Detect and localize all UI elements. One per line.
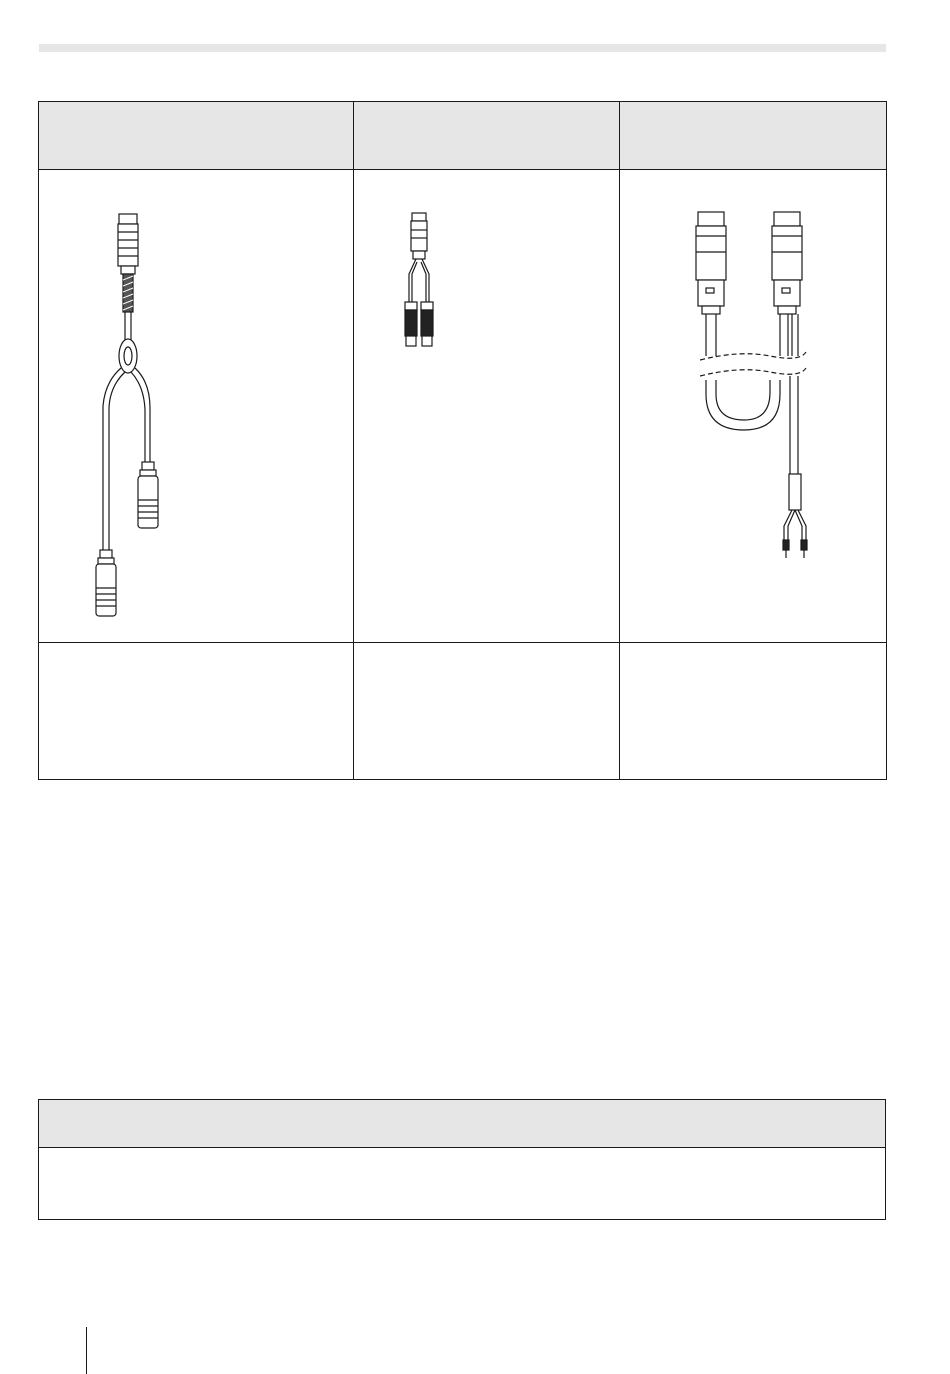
column-header-1 [39, 102, 354, 170]
column-header-3 [620, 102, 887, 170]
illustration-row [39, 170, 887, 643]
description-cell-1 [39, 643, 354, 780]
y-adapter-cable-icon [39, 170, 354, 642]
illustration-cell-3 [620, 170, 887, 643]
illustration-cell-1 [39, 170, 354, 643]
cable-table [38, 101, 887, 780]
illustration-cell-2 [354, 170, 620, 643]
notes-header [39, 1100, 886, 1148]
notes-body [39, 1148, 886, 1220]
table-header-row [39, 102, 887, 170]
top-rule [39, 44, 886, 52]
connection-cable-icon [620, 170, 887, 642]
notes-table [38, 1099, 886, 1220]
column-header-2 [354, 102, 620, 170]
description-cell-3 [620, 643, 887, 780]
description-row [39, 643, 887, 780]
margin-rule [86, 1327, 87, 1374]
split-adapter-cable-icon [354, 170, 620, 642]
description-cell-2 [354, 643, 620, 780]
